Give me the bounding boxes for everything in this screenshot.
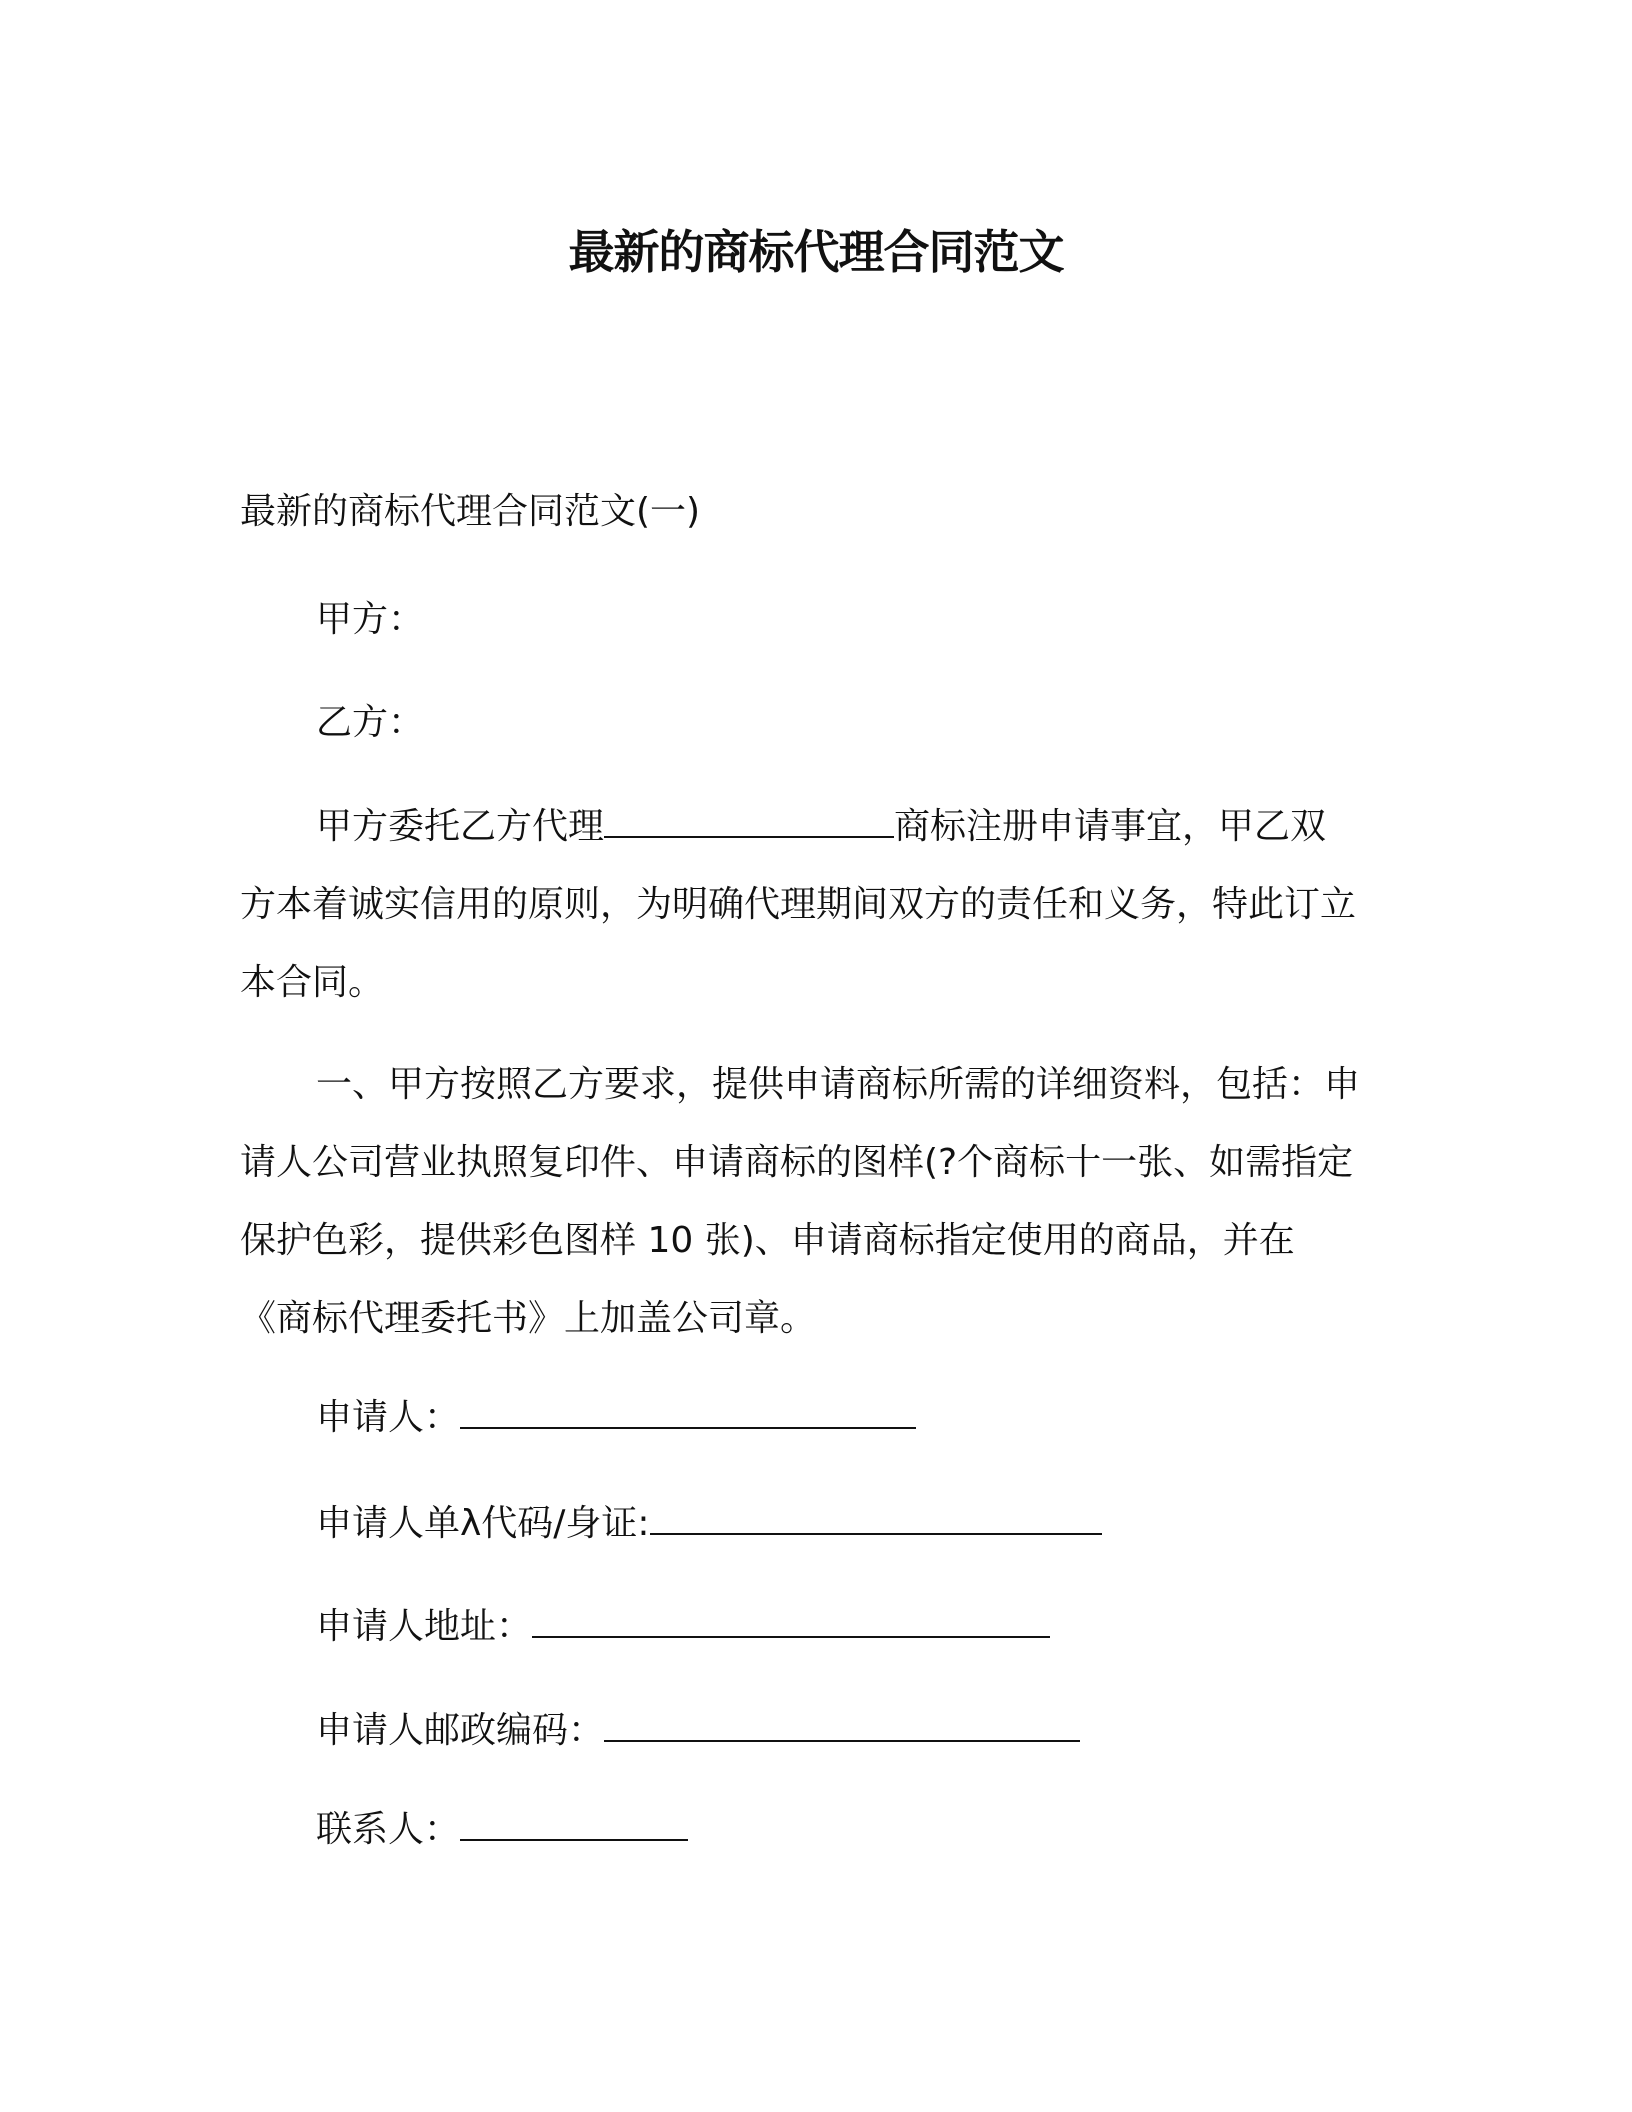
applicant-label: 申请人： bbox=[316, 1397, 461, 1438]
paragraph-clause-one: 一、甲方按照乙方要求，提供申请商标所需的详细资料，包括：申请人公司营业执照复印件、申请商标的图样(?个商标十一张、如需指定保护色彩，提供彩色图样 10 张)、申请商标指定使用的商品，并在《商标代理委托书》上加盖公司章。 bbox=[240, 1064, 1361, 1339]
applicant-id-blank bbox=[650, 1497, 1102, 1535]
applicant-blank bbox=[460, 1391, 916, 1429]
paragraph-delegation-start: 甲方委托乙方代理 bbox=[316, 806, 605, 847]
applicant-postcode-blank bbox=[604, 1704, 1080, 1742]
applicant-field bbox=[316, 1388, 916, 1448]
applicant-id-label: 申请人单λ代码/身证: bbox=[316, 1503, 650, 1544]
applicant-postcode-label: 申请人邮政编码： bbox=[316, 1710, 605, 1751]
party-b-label: 乙方： bbox=[316, 702, 425, 743]
trademark-name-blank bbox=[604, 800, 894, 838]
paragraph-delegation-end: 商标注册申请事宜，甲乙双方本着诚实信用的原则，为明确代理期间双方的责任和义务，特此订立本合同。 bbox=[240, 806, 1357, 1003]
applicant-id-field bbox=[316, 1494, 1102, 1554]
contact-label: 联系人： bbox=[316, 1809, 461, 1850]
paragraph-delegation bbox=[240, 788, 1360, 1022]
contact-blank bbox=[460, 1803, 688, 1841]
applicant-address-blank bbox=[532, 1600, 1050, 1638]
contact-field bbox=[316, 1800, 688, 1860]
applicant-postcode-field bbox=[316, 1701, 1080, 1761]
document-title: 最新的商标代理合同范文 bbox=[568, 225, 1064, 279]
contract-subtitle: 最新的商标代理合同范文(一) bbox=[240, 491, 701, 532]
applicant-address-field bbox=[316, 1597, 1050, 1657]
party-a-label: 甲方： bbox=[316, 599, 425, 640]
applicant-address-label: 申请人地址： bbox=[316, 1606, 533, 1647]
